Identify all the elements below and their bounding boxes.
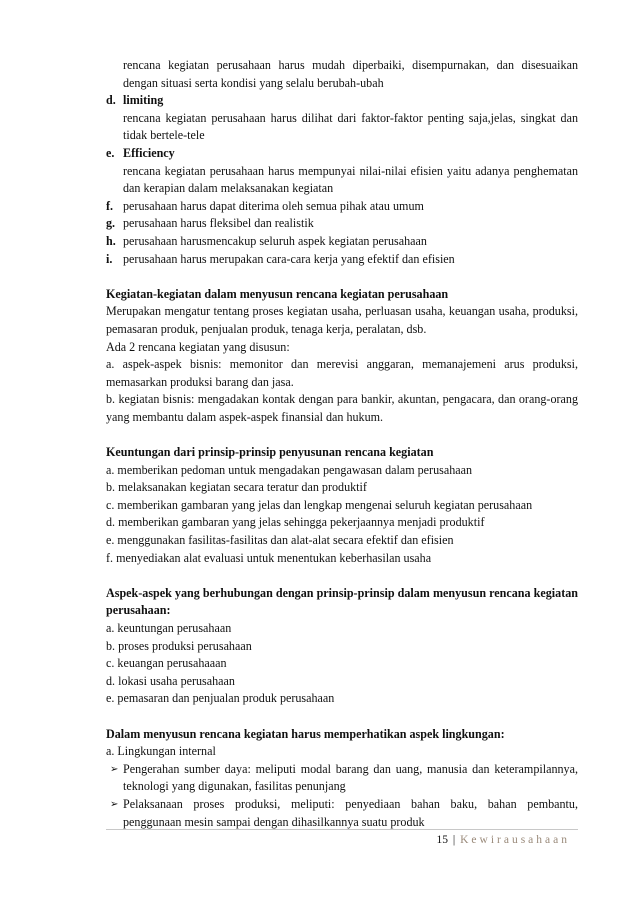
footer-title: Kewirausahaan: [460, 834, 570, 846]
arrow-bullet-icon: ➢: [110, 763, 119, 775]
list-item: f. menyediakan alat evaluasi untuk menentukan keberhasilan usaha: [106, 550, 432, 565]
bullet-item: [106, 761, 578, 796]
list-item: c. memberikan gambaran yang jelas dan lengkap mengenai seluruh kegiatan perusahaan: [106, 497, 533, 512]
list-item: c. keuangan perusahaaan: [106, 656, 227, 671]
list-item-g: [106, 215, 578, 233]
paragraph: b. kegiatan bisnis: mengadakan kontak dengan para bankir, akuntan, pengacara, dan orang-orang yang membantu dalam aspek-aspek finansial dan hukum.: [106, 392, 578, 424]
list-item: b. proses produksi perusahaan: [106, 638, 252, 653]
item-body: rencana kegiatan perusahaan harus mempunyai nilai-nilai efisien yaitu adanya penghematan dan kerapian dalam melaksanakan kegiatan: [123, 163, 578, 196]
page-footer: [106, 829, 578, 852]
bullet-text: Pengerahan sumber daya: meliputi modal barang dan uang, manusia dan keterampilannya, teknologi yang digunakan, fasilitas penunjang: [123, 761, 578, 794]
list-marker: g.: [106, 216, 116, 231]
item-text: perusahaan harus merupakan cara-cara kerja yang efektif dan efisien: [123, 251, 455, 266]
list-marker: h.: [106, 233, 116, 248]
paragraph: Ada 2 rencana kegiatan yang disusun:: [106, 339, 290, 354]
item-title: limiting: [123, 93, 164, 108]
continued-paragraph: rencana kegiatan perusahaan harus mudah diperbaiki, disempurnakan, dan disesuaikan dengan situasi serta kondisi yang selalu berubah-ubah: [123, 58, 578, 90]
list-item-f: [106, 198, 578, 216]
list-marker: i.: [106, 251, 113, 266]
list-item: e. pemasaran dan penjualan produk perusahaan: [106, 691, 335, 706]
footer-separator: |: [452, 834, 456, 846]
arrow-bullet-icon: ➢: [110, 798, 119, 810]
list-marker: e.: [106, 145, 115, 160]
page-number: 15: [436, 834, 449, 846]
list-marker: f.: [106, 198, 114, 213]
paragraph: a. aspek-aspek bisnis: memonitor dan merevisi anggaran, memanajemeni arus produksi, memasarkan produksi barang dan jasa.: [106, 357, 578, 389]
section-heading-keuntungan: Keuntungan dari prinsip-prinsip penyusunan rencana kegiatan: [106, 445, 434, 460]
section-heading-aspek: Aspek-aspek yang berhubungan dengan prinsip-prinsip dalam menyusun rencana kegiatan perusahaan:: [106, 585, 578, 618]
list-marker: d.: [106, 93, 116, 108]
list-item: b. melaksanakan kegiatan secara teratur dan produktif: [106, 480, 367, 495]
section-heading-lingkungan: Dalam menyusun rencana kegiatan harus memperhatikan aspek lingkungan:: [106, 726, 505, 741]
page-content: [106, 57, 578, 831]
section-heading-kegiatan: Kegiatan-kegiatan dalam menyusun rencana kegiatan perusahaan: [106, 286, 449, 301]
list-item-d: [106, 92, 578, 145]
item-text: perusahaan harus fleksibel dan realistik: [123, 216, 314, 231]
sub-item: a. Lingkungan internal: [106, 744, 216, 759]
item-text: perusahaan harus dapat diterima oleh semua pihak atau umum: [123, 198, 424, 213]
list-item: d. memberikan gambaran yang jelas sehingga pekerjaannya menjadi produktif: [106, 515, 485, 530]
item-body: rencana kegiatan perusahaan harus dilihat dari faktor-faktor penting saja,jelas, singkat dan tidak bertele-tele: [123, 110, 578, 143]
list-item-i: [106, 251, 578, 269]
bullet-text: Pelaksanaan proses produksi, meliputi: penyediaan bahan baku, bahan pembantu, penggunaan mesin sampai dengan dihasilkannya suatu produk: [123, 796, 578, 829]
list-item: a. memberikan pedoman untuk mengadakan pengawasan dalam perusahaan: [106, 462, 473, 477]
list-item: e. menggunakan fasilitas-fasilitas dan alat-alat secara efektif dan efisien: [106, 533, 454, 548]
list-item: a. keuntungan perusahaan: [106, 621, 232, 635]
list-item-e: [106, 145, 578, 198]
bullet-item: [106, 796, 578, 831]
item-text: perusahaan harusmencakup seluruh aspek kegiatan perusahaan: [123, 233, 427, 248]
paragraph: Merupakan mengatur tentang proses kegiatan usaha, perluasan usaha, keuangan usaha, produksi, pemasaran produk, penjualan produk, tenaga kerja, peralatan, dsb.: [106, 304, 578, 336]
footer-text: [437, 834, 570, 846]
list-item-h: [106, 233, 578, 251]
item-title: Efficiency: [123, 145, 175, 160]
list-item: d. lokasi usaha perusahaan: [106, 673, 235, 688]
